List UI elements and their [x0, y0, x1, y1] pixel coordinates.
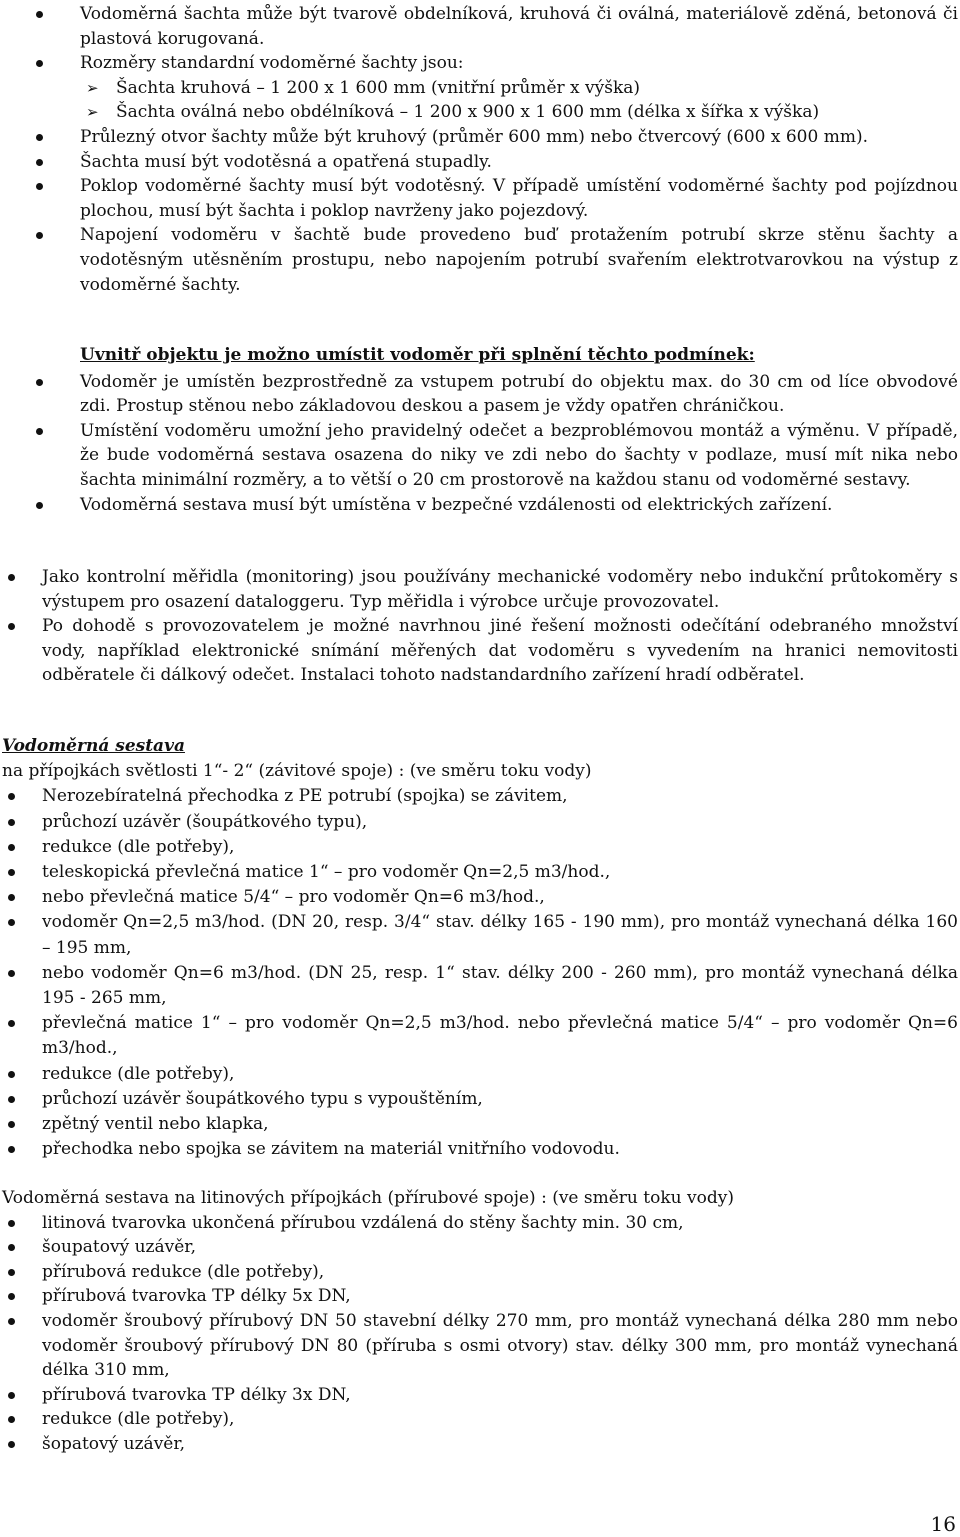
list-item: vodoměr Qn=2,5 m3/hod. (DN 20, resp. 3/4“ stav. délky 165 - 190 mm), pro montáž vynechaná délka 160 – 195 mm, — [2, 910, 958, 960]
bullet-icon — [8, 1318, 15, 1325]
bullet-icon — [36, 428, 43, 435]
list-item: teleskopická převlečná matice 1“ – pro vodoměr Qn=2,5 m3/hod., — [2, 860, 958, 885]
bullet-icon — [8, 623, 15, 630]
list-item: Šachta musí být vodotěsná a opatřená stupadly. — [28, 150, 958, 175]
list-item: Poklop vodoměrné šachty musí být vodotěsný. V případě umístění vodoměrné šachty pod pojízdnou plochou, musí být šachta i poklop navrženy jako pojezdový. — [28, 174, 958, 223]
list-item: redukce (dle potřeby), — [2, 835, 958, 860]
bullet-icon — [8, 1392, 15, 1399]
bullet-icon — [8, 1441, 15, 1448]
list-item: průchozí uzávěr šoupátkového typu s vypouštěním, — [2, 1087, 958, 1112]
bullet-icon — [8, 894, 15, 901]
section-monitoring — [2, 565, 958, 688]
section-indoor-meter — [28, 343, 958, 517]
bullet-icon — [8, 1269, 15, 1276]
section-shaft-requirements — [28, 2, 958, 297]
bullet-icon — [8, 844, 15, 851]
list-item: redukce (dle potřeby), — [2, 1062, 958, 1087]
section-heading: Uvnitř objektu je možno umístit vodoměr při splnění těchto podmínek: — [80, 345, 755, 365]
list-item: šopatový uzávěr, — [2, 1432, 958, 1457]
list-item: Vodoměrná šachta může být tvarově obdelníková, kruhová či oválná, materiálově zděná, betonová či plastová korugovaná. — [28, 2, 958, 51]
bullet-icon — [8, 1293, 15, 1300]
bullet-icon — [36, 159, 43, 166]
list-item: přírubová tvarovka TP délky 3x DN, — [2, 1383, 958, 1408]
list-item: vodoměr šroubový přírubový DN 50 stavební délky 270 mm, pro montáž vynechaná délka 280 mm nebo vodoměr šroubový přírubový DN 80 (příruba s osmi otvory) stav. délky 300 mm, pro montáž vynechaná délka 310 mm, — [2, 1309, 958, 1383]
list-item: Nerozebíratelná přechodka z PE potrubí (spojka) se závitem, — [2, 784, 958, 809]
bullet-icon — [8, 970, 15, 977]
sub-list-item: ➢ Šachta oválná nebo obdélníková – 1 200 x 900 x 1 600 mm (délka x šířka x výška) — [28, 100, 958, 125]
bullet-icon — [8, 793, 15, 800]
section-heading: Vodoměrná sestava — [2, 736, 185, 756]
bullet-icon — [36, 379, 43, 386]
bullet-icon — [8, 1121, 15, 1128]
page-number: 16 — [930, 1512, 956, 1536]
bullet-icon — [36, 502, 43, 509]
list-item: průchozí uzávěr (šoupátkového typu), — [2, 810, 958, 835]
arrow-bullet-icon: ➢ — [86, 78, 99, 97]
list-item: Po dohodě s provozovatelem je možné navrhnou jiné řešení možnosti odečítání odebraného množství vody, například elektronické snímání měřených dat vodoměru s vyvedením na hranici nemovitosti odběratele či dálkový odečet. Instalaci tohoto nadstandardního zařízení hradí odběratel. — [2, 614, 958, 688]
bullet-icon — [8, 574, 15, 581]
list-item: přechodka nebo spojka se závitem na materiál vnitřního vodovodu. — [2, 1137, 958, 1162]
bullet-icon — [36, 11, 43, 18]
list-item: Umístění vodoměru umožní jeho pravidelný odečet a bezproblémovou montáž a výměnu. V případě, že bude vodoměrná sestava osazena do niky ve zdi nebo do šachty v podlaze, musí mít nika nebo šachta minimální rozměry, a to větší o 20 cm prostorově na každou stanu od vodoměrné sestavy. — [28, 419, 958, 493]
list-item: Rozměry standardní vodoměrné šachty jsou: — [28, 51, 958, 76]
bullet-icon — [8, 869, 15, 876]
bullet-icon — [8, 1416, 15, 1423]
list-item: přírubová redukce (dle potřeby), — [2, 1260, 958, 1285]
list-item: šoupatový uzávěr, — [2, 1235, 958, 1260]
list-item: Napojení vodoměru v šachtě bude provedeno buď protažením potrubí skrze stěnu šachty a vodotěsným utěsněním prostupu, nebo napojením potrubí svařením elektrotvarovkou na výstup z vodoměrné šachty. — [28, 223, 958, 297]
list-item: přírubová tvarovka TP délky 5x DN, — [2, 1284, 958, 1309]
sub-list-item: ➢ Šachta kruhová – 1 200 x 1 600 mm (vnitřní průměr x výška) — [28, 76, 958, 101]
bullet-icon — [8, 1020, 15, 1027]
bullet-icon — [8, 1071, 15, 1078]
list-item: nebo převlečná matice 5/4“ – pro vodoměr Qn=6 m3/hod., — [2, 885, 958, 910]
list-item: litinová tvarovka ukončená přírubou vzdálená do stěny šachty min. 30 cm, — [2, 1211, 958, 1236]
list-item: zpětný ventil nebo klapka, — [2, 1112, 958, 1137]
bullet-icon — [36, 232, 43, 239]
list-item: Vodoměrná sestava musí být umístěna v bezpečné vzdálenosti od elektrických zařízení. — [28, 493, 958, 518]
bullet-icon — [8, 1220, 15, 1227]
bullet-icon — [8, 1146, 15, 1153]
bullet-icon — [8, 1096, 15, 1103]
list-item: nebo vodoměr Qn=6 m3/hod. (DN 25, resp. 1“ stav. délky 200 - 260 mm), pro montáž vynechaná délka 195 - 265 mm, — [2, 961, 958, 1011]
section-cast-iron-assembly — [2, 1186, 958, 1457]
bullet-icon — [36, 134, 43, 141]
bullet-icon — [36, 183, 43, 190]
list-item: Vodoměr je umístěn bezprostředně za vstupem potrubí do objektu max. do 30 cm od líce obvodové zdi. Prostup stěnou nebo základovou deskou a pasem je vždy opatřen chráničkou. — [28, 370, 958, 419]
bullet-icon — [8, 819, 15, 826]
bullet-icon — [36, 60, 43, 67]
list-item: převlečná matice 1“ – pro vodoměr Qn=2,5 m3/hod. nebo převlečná matice 5/4“ – pro vodoměr Qn=6 m3/hod., — [2, 1011, 958, 1061]
section-intro: na přípojkách světlosti 1“- 2“ (závitové spoje) : (ve směru toku vody) — [2, 761, 592, 782]
bullet-icon — [8, 919, 15, 926]
list-item: redukce (dle potřeby), — [2, 1407, 958, 1432]
bullet-icon — [8, 1244, 15, 1251]
section-meter-assembly — [2, 734, 958, 1162]
list-item: Průlezný otvor šachty může být kruhový (průměr 600 mm) nebo čtvercový (600 x 600 mm). — [28, 125, 958, 150]
section-intro: Vodoměrná sestava na litinových přípojkách (přírubové spoje) : (ve směru toku vody) — [2, 1188, 734, 1208]
arrow-bullet-icon: ➢ — [86, 103, 99, 122]
list-item: Jako kontrolní měřidla (monitoring) jsou používány mechanické vodoměry nebo indukční průtokoměry s výstupem pro osazení dataloggeru. Typ měřidla i výrobce určuje provozovatel. — [2, 565, 958, 614]
